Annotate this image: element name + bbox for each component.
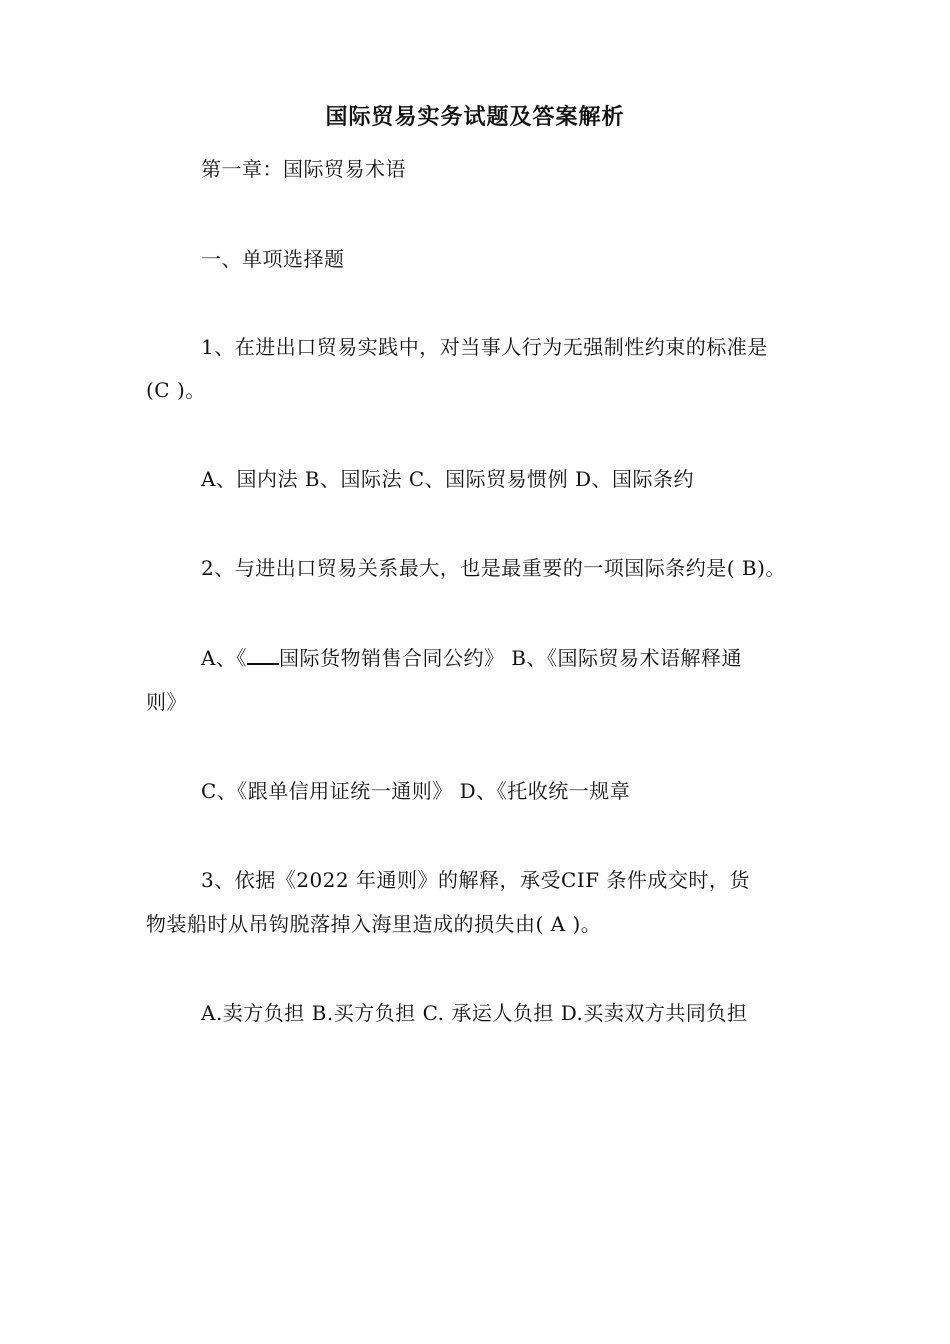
question-2-stem: 2、与进出口贸易关系最大，也是最重要的一项国际条约是( B)。	[201, 556, 786, 580]
question-2-options-rest: 国际货物销售合同公约》 B、《国际贸易术语解释通	[278, 646, 743, 670]
question-3-line-2: 物装船时从吊钩脱落掉入海里造成的损失由( A )。	[146, 912, 602, 936]
question-2-option-a-prefix: A、《	[201, 646, 247, 670]
question-3-line-1: 3、依据《2022 年通则》的解释，承受CIF 条件成交时，货	[201, 868, 750, 892]
question-1-line-1: 1、在进出口贸易实践中，对当事人行为无强制性约束的标准是	[201, 335, 768, 359]
document-title: 国际贸易实务试题及答案解析	[325, 104, 625, 130]
question-2-options-line-2: 则》	[146, 690, 187, 714]
question-1-line-2: (C )。	[146, 378, 206, 402]
question-3-options: A.卖方负担 B.买方负担 C. 承运人负担 D.买卖双方共同负担	[201, 1001, 748, 1025]
fill-in-blank	[247, 645, 279, 665]
section-heading: 一、单项选择题	[201, 247, 345, 271]
chapter-heading: 第一章：国际贸易术语	[201, 157, 406, 181]
question-1-options: A、国内法 B、国际法 C、国际贸易惯例 D、国际条约	[201, 467, 695, 491]
question-2-options-line-1	[201, 642, 806, 671]
question-2-options-line-3: C、《跟单信用证统一通则》 D、《托收统一规章	[201, 779, 631, 803]
